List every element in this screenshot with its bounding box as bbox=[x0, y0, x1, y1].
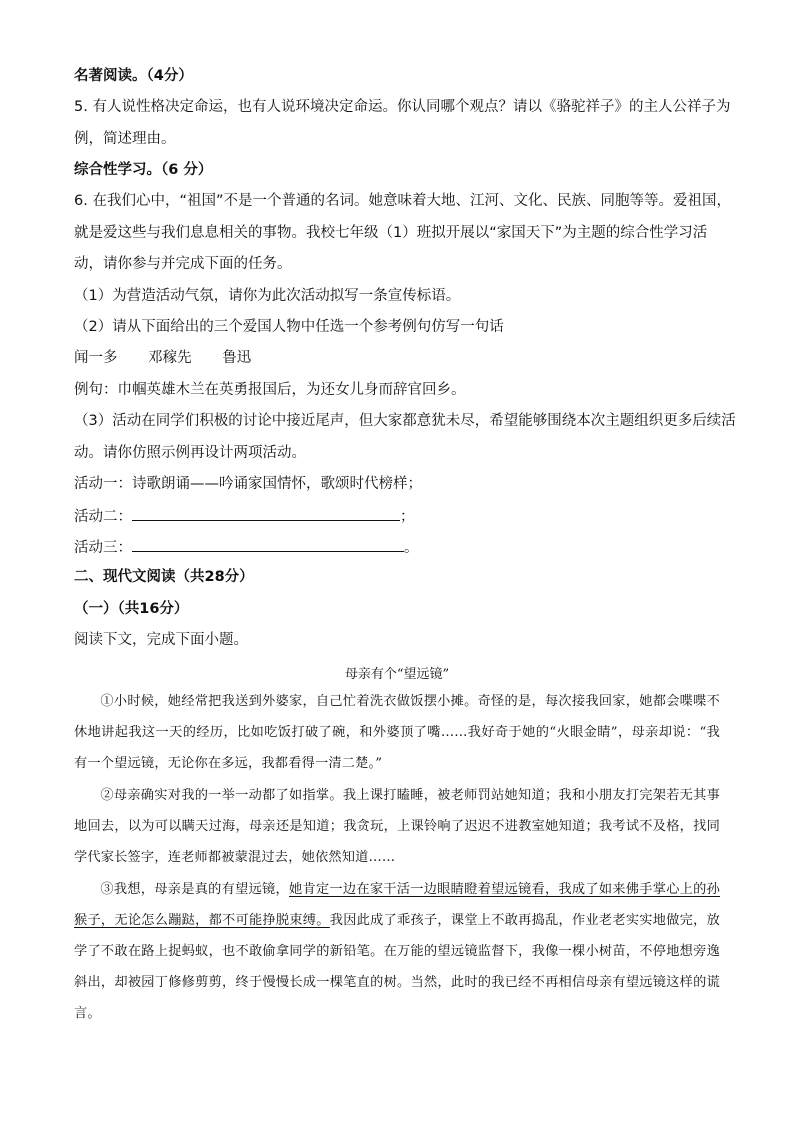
question-6-line-1: 6. 在我们心中，“祖国”不是一个普通的名词。她意味着大地、江河、文化、民族、同胞等等。爱祖国， bbox=[74, 193, 731, 209]
article-paragraph-3 bbox=[74, 874, 720, 1029]
sub-question-3-line-2: 动。请你仿照示例再设计两项活动。 bbox=[74, 445, 306, 461]
section-heading-modern: 二、现代文阅读（共28分） bbox=[74, 569, 254, 585]
activity-3 bbox=[74, 537, 419, 558]
activity-1: 活动一：诗歌朗诵——吟诵家国情怀，歌颂时代榜样； bbox=[74, 476, 422, 492]
article-title: 母亲有个“望远镜” bbox=[344, 667, 450, 682]
underlined-sentence: 她肯定一边在家干活一边眼睛瞪着望远镜看，我成了如来佛手掌心上的孙猴子，无论怎么蹦跶，都不可能挣脱束缚。 bbox=[74, 882, 720, 928]
paragraph-3-start: ③我想，母亲是真的有望远镜， bbox=[100, 882, 289, 897]
part-1-heading: （一）（共16分） bbox=[74, 601, 189, 617]
article-paragraph-2: ②母亲确实对我的一举一动都了如指掌。我上课打瞌睡，被老师罚站她知道；我和小朋友打完架若无其事地回去，以为可以瞒天过海，母亲还是知道；我贪玩，上课铃响了迟迟不进教室她知道；我考试不及格，找同学代家长签字，连老师都被蒙混过去，她依然知道…… bbox=[74, 788, 720, 865]
activity-2-label: 活动二： bbox=[74, 509, 132, 525]
question-5-line-1: 5. 有人说性格决定命运，也有人说环境决定命运。你认同哪个观点？请以《骆驼祥子》的主人公祥子为 bbox=[74, 99, 731, 115]
question-5-line-2: 例，简述理由。 bbox=[74, 131, 176, 147]
sub-question-3-line-1: （3）活动在同学们积极的讨论中接近尾声，但大家都意犹未尽，希望能够围绕本次主题组织更多后续活 bbox=[74, 413, 736, 429]
article-paragraph-1: ①小时候，她经常把我送到外婆家，自己忙着洗衣做饭摆小摊。奇怪的是，每次接我回家，她都会喋喋不休地讲起我这一天的经历，比如吃饭打破了碗，和外婆顶了嘴……我好奇于她的“火眼金睛”，母亲却说：“我有一个望远镜，无论你在多远，我都看得一清二楚。” bbox=[74, 694, 720, 771]
section-heading-zonghe: 综合性学习。（6 分） bbox=[74, 162, 213, 178]
activity-2 bbox=[74, 506, 415, 527]
sub-question-2: （2）请从下面给出的三个爱国人物中任选一个参考例句仿写一句话 bbox=[74, 319, 504, 335]
section-heading-mingzhu: 名著阅读。（4分） bbox=[74, 68, 193, 84]
sub-question-1: （1）为营造活动气氛，请你为此次活动拟写一条宣传标语。 bbox=[74, 288, 461, 304]
question-6-line-3: 动，请你参与并完成下面的任务。 bbox=[74, 256, 292, 272]
question-6-line-2: 就是爱这些与我们息息相关的事物。我校七年级（1）班拟开展以“家国天下”为主题的综合性学习活 bbox=[74, 225, 708, 241]
activity-3-answer-blank[interactable] bbox=[132, 537, 404, 552]
activity-2-end: ； bbox=[400, 509, 415, 525]
example-sentence: 例句：巾帼英雄木兰在英勇报国后，为还女儿身而辞官回乡。 bbox=[74, 382, 466, 398]
patriot-name: 邓稼先 bbox=[148, 350, 192, 366]
activity-3-end: 。 bbox=[404, 540, 419, 556]
activity-3-label: 活动三： bbox=[74, 540, 132, 556]
patriot-name: 鲁迅 bbox=[222, 350, 252, 366]
paragraph-3-rest: 我因此成了乖孩子，课堂上不敢再捣乱，作业老老实实地做完，放学了不敢在路上捉蚂蚁，也不敢偷拿同学的新铅笔。在万能的望远镜监督下，我像一棵小树苗，不停地想旁逸斜出，却被园丁修修剪剪，终于慢慢长成一棵笔直的树。当然，此时的我已经不再相信母亲有望远镜这样的谎言。 bbox=[74, 913, 720, 1021]
reading-instruction: 阅读下文，完成下面小题。 bbox=[74, 632, 248, 648]
activity-2-answer-blank[interactable] bbox=[132, 506, 400, 521]
patriot-names bbox=[74, 348, 277, 368]
patriot-name: 闻一多 bbox=[74, 350, 118, 366]
